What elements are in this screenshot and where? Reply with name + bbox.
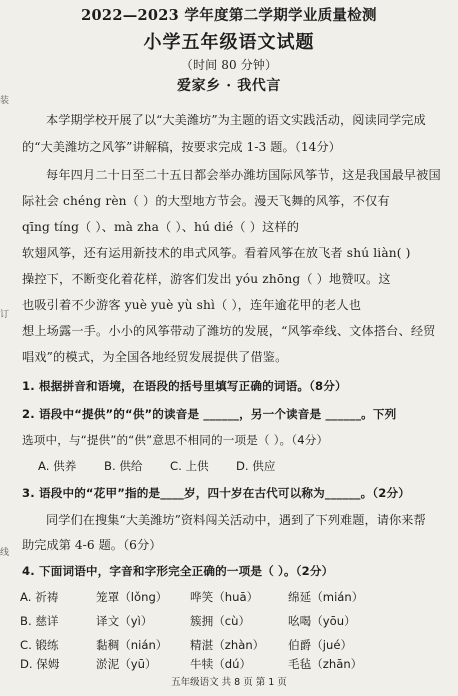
q4-cell: 吆喝（yōu） — [288, 614, 356, 628]
option-a: A. 供养 — [38, 459, 77, 473]
q4-cell: 哗笑（huā） — [190, 590, 259, 604]
q4-cell: 黏稠（nián） — [96, 638, 168, 652]
q4-row-b — [20, 613, 440, 629]
q4-cell: 毛毡（zhān） — [288, 657, 363, 671]
passage-line: 想上场露一手。小小的风筝带动了潍坊的发展，“风筝牵线、文体搭台、经贸 — [22, 324, 436, 338]
binding-mark: 装 — [0, 96, 10, 106]
question-4: 4. 下面词语中，字音和字形完全正确的一项是（ ）。（2分） — [22, 564, 334, 578]
q4-cell: B. 慈详 — [20, 614, 59, 628]
q4-cell: 译文（yì） — [96, 614, 153, 628]
paper-title: 小学五年级语文试题 — [143, 32, 315, 53]
passage-line: 操控下，不断变化着花样，游客们发出 yóu zhōng（ ）地赞叹。这 — [22, 272, 391, 286]
option-b: B. 供给 — [104, 459, 143, 473]
binding-mark: 线 — [0, 548, 10, 558]
section-title: 爱家乡 · 我代言 — [176, 78, 282, 94]
passage-line: 际社会 chéng rèn（ ）的大型地方节会。漫天飞舞的风筝，不仅有 — [22, 194, 390, 208]
activity-intro: 助完成第 4-6 题。（6分） — [22, 538, 162, 552]
activity-intro: 同学们在搜集“大美潍坊”资料闯关活动中，遇到了下列难题，请你来帮 — [46, 513, 426, 527]
q4-row-d — [20, 656, 440, 672]
q4-cell: A. 祈祷 — [20, 590, 59, 604]
intro-line: 本学期学校开展了以“大美潍坊”为主题的语文实践活动，阅读同学完成 — [46, 113, 426, 127]
question-3: 3. 语段中的“花甲”指的是____岁，四十岁在古代可以称为______。（2分） — [22, 486, 410, 500]
intro-line: 的“大美潍坊之风筝”讲解稿，按要求完成 1-3 题。（14分） — [22, 140, 341, 154]
question-2: 2. 语段中“提供”的“供”的读音是 ______，另一个读音是 ______。下列 — [22, 407, 397, 421]
question-1: 1. 根据拼音和语境，在语段的括号里填写正确的词语。（8分） — [22, 379, 347, 393]
passage-line: 每年四月二十日至二十五日都会举办潍坊国际风筝节，这是我国最早被国 — [46, 168, 441, 182]
q4-cell: 牛犊（dú） — [190, 657, 252, 671]
passage-line: 也吸引着不少游客 yuè yuè yù shì（ ），连年逾花甲的老人也 — [22, 298, 362, 312]
q4-cell: 绵延（mián） — [288, 590, 364, 604]
passage-line: 软翅风筝，还有运用新技术的串式风筝。看着风筝在放飞者 shú liàn( ) — [22, 246, 411, 260]
option-d: D. 供应 — [236, 459, 276, 473]
q4-cell: 淤泥（yū） — [96, 657, 157, 671]
option-c: C. 上供 — [170, 459, 209, 473]
binding-mark: 订 — [0, 310, 10, 320]
question-2-cont: 选项中，与“提供”的“供”意思不相同的一项是（ ）。（4分） — [22, 433, 329, 447]
page-footer: 五年级语文 共 8 页 第 1 页 — [171, 677, 287, 688]
q2-options — [38, 458, 438, 474]
q4-cell: 伯爵（jué） — [288, 638, 353, 652]
q4-cell: 笼罩（lǒng） — [96, 590, 168, 604]
q4-cell: C. 锻练 — [20, 638, 59, 652]
exam-time: （时间 80 分钟） — [180, 58, 278, 72]
q4-cell: 精湛（zhàn） — [190, 638, 265, 652]
exam-title: 2022—2023 学年度第二学期学业质量检测 — [81, 7, 377, 24]
passage-line: 唱戏”的模式，为全国各地经贸发展提供了借鉴。 — [22, 350, 288, 364]
q4-cell: D. 保姆 — [20, 657, 60, 671]
q4-cell: 簇拥（cù） — [190, 614, 251, 628]
q4-row-a — [20, 589, 440, 605]
q4-row-c — [20, 637, 440, 653]
passage-line: qīng tíng（ ）、mà zha（ ）、hú dié（ ）这样的 — [22, 220, 300, 234]
